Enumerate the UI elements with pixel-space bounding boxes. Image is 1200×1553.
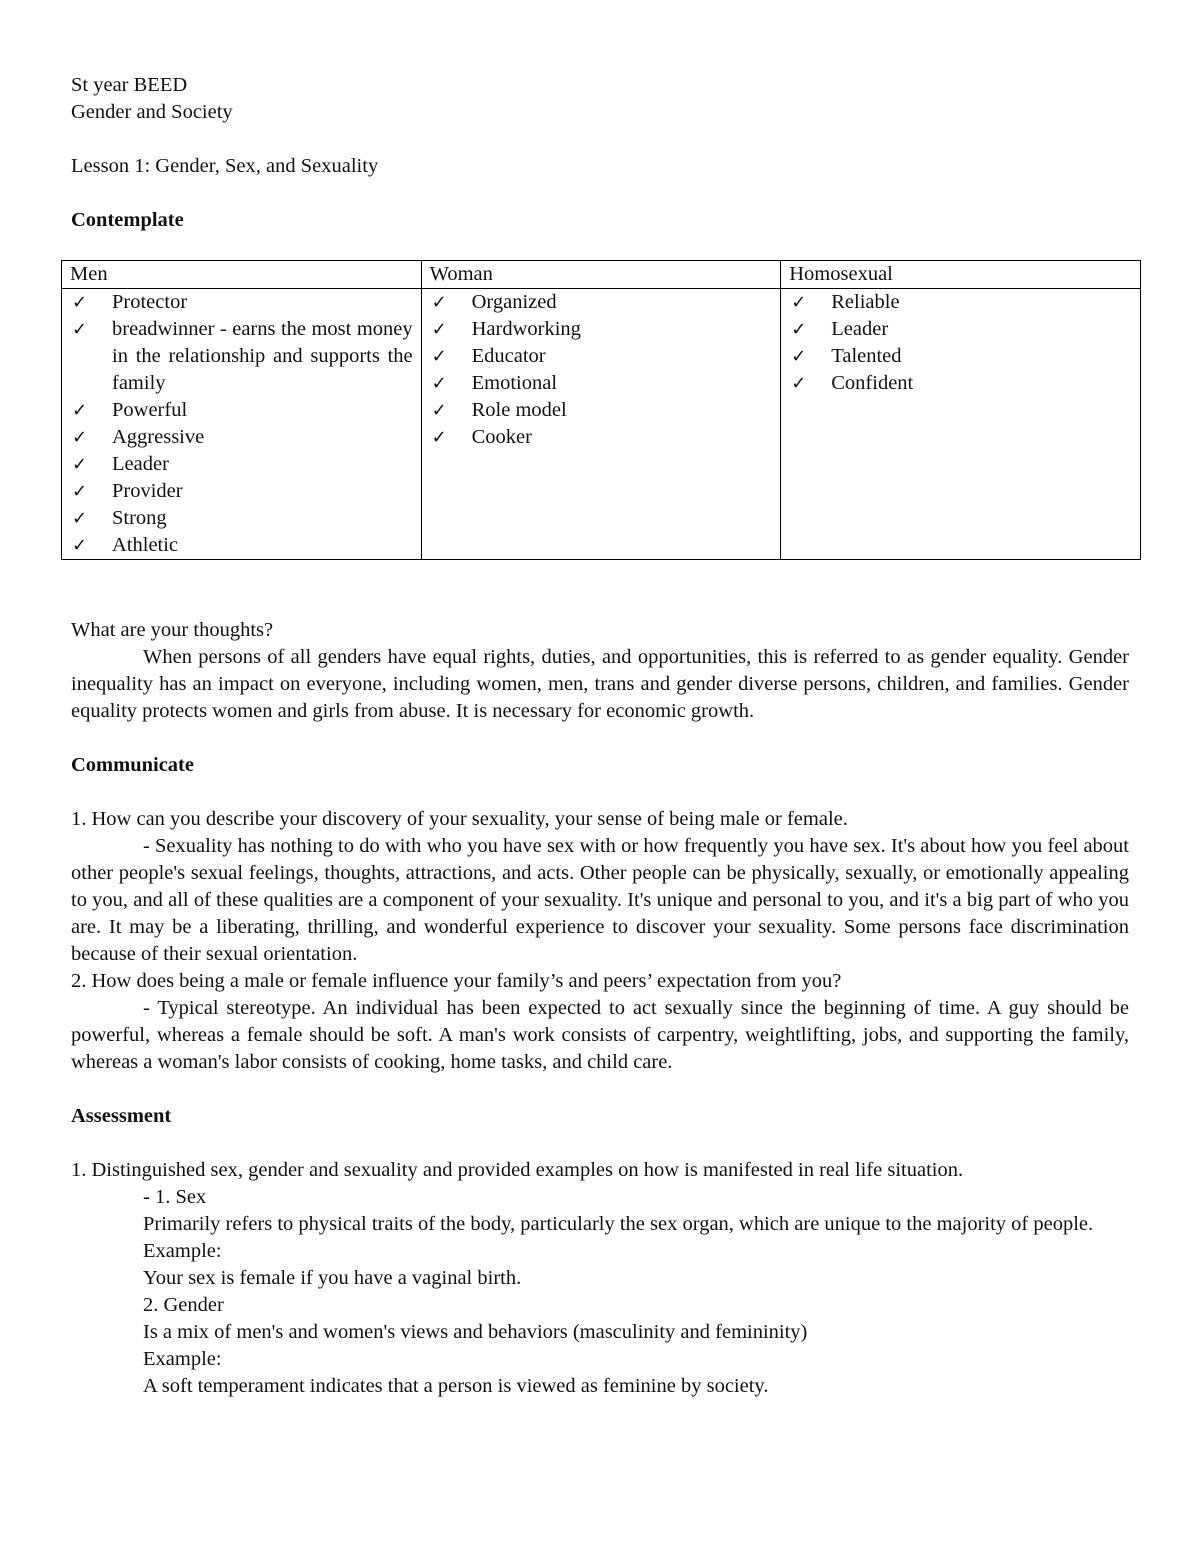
course-year: St year BEED [71,74,188,96]
traits-table [61,260,1141,560]
sex-label: - 1. Sex [143,1186,207,1208]
checkmark-icon: ✓ [72,319,88,340]
trait-label: Role model [471,399,567,421]
column-header-homosexual: Homosexual [781,261,1141,289]
trait-item [70,478,413,505]
woman-traits-list [430,289,773,451]
checkmark-icon: ✓ [72,481,88,502]
communicate-answer-2: - Typical stereotype. An individual has been expected to act sexually since the beginning of time. A guy should be powerful, whereas a female should be soft. A man's work consists of carpentry, weightlifting, jobs, and supporting the family, whereas a woman's labor consists of cooking, home tasks, and child care. [71,997,1129,1073]
checkmark-icon: ✓ [72,454,88,475]
trait-item [70,505,413,532]
communicate-answer-1: - Sexuality has nothing to do with who you have sex with or how frequently you have sex. It's about how you feel about other people's sexual feelings, thoughts, attractions, and acts. Other people can be physically, sexually, or emotionally appealing to you, and all of these qualities are a component of your sexuality. It's unique and personal to you, and it's a big part of who you are. It may be a liberating, thrilling, and wonderful experience to discover your sexuality. Some persons face discrimination because of their sexual orientation. [71,835,1129,965]
trait-item [430,289,773,316]
trait-item [70,289,413,316]
checkmark-icon: ✓ [72,292,88,313]
trait-item [789,370,1132,397]
checkmark-icon: ✓ [431,427,447,448]
thoughts-answer: When persons of all genders have equal rights, duties, and opportunities, this is referred to as gender equality. Gender inequality has an impact on everyone, including women, men, trans and gender diverse persons, children, and families. Gender equality protects women and girls from abuse. It is necessary for economic growth. [71,646,1129,722]
sex-example: Your sex is female if you have a vaginal birth. [143,1267,522,1289]
checkmark-icon: ✓ [72,535,88,556]
checkmark-icon: ✓ [72,400,88,421]
communicate-question-2: 2. How does being a male or female influence your family’s and peers’ expectation from you? [71,970,842,992]
trait-item [70,451,413,478]
gender-definition: Is a mix of men's and women's views and behaviors (masculinity and femininity) [143,1321,808,1343]
trait-item [789,316,1132,343]
checkmark-icon: ✓ [431,292,447,313]
checkmark-icon: ✓ [431,319,447,340]
column-header-woman: Woman [421,261,781,289]
contemplate-heading: Contemplate [71,209,184,231]
trait-item [430,343,773,370]
trait-item [70,316,413,397]
homosexual-traits-list [789,289,1132,397]
trait-label: Emotional [471,372,558,394]
assessment-question-1: 1. Distinguished sex, gender and sexuality and provided examples on how is manifested in real life situation. [71,1159,964,1181]
document-header [71,72,1129,234]
checkmark-icon: ✓ [431,373,447,394]
men-traits-cell [62,289,422,560]
trait-item [430,424,773,451]
checkmark-icon: ✓ [72,508,88,529]
checkmark-icon: ✓ [72,427,88,448]
trait-label: Strong [112,507,167,529]
trait-label: Provider [112,480,183,502]
trait-item [70,532,413,559]
assessment-answer [71,1184,1129,1400]
communicate-question-1: 1. How can you describe your discovery of your sexuality, your sense of being male or female. [71,808,848,830]
document-body [71,617,1129,1400]
trait-item [430,316,773,343]
trait-item [789,289,1132,316]
trait-item [430,397,773,424]
trait-label: Leader [112,453,169,475]
checkmark-icon: ✓ [791,346,807,367]
checkmark-icon: ✓ [791,373,807,394]
trait-item [70,397,413,424]
gender-label: 2. Gender [143,1294,224,1316]
assessment-heading: Assessment [71,1105,172,1127]
sex-example-label: Example: [143,1240,222,1262]
trait-label: Cooker [471,426,532,448]
homosexual-traits-cell [781,289,1141,560]
gender-example-label: Example: [143,1348,222,1370]
trait-item [70,424,413,451]
gender-example: A soft temperament indicates that a person is viewed as feminine by society. [143,1375,769,1397]
trait-item [430,370,773,397]
checkmark-icon: ✓ [791,319,807,340]
checkmark-icon: ✓ [431,400,447,421]
woman-traits-cell [421,289,781,560]
lesson-title: Lesson 1: Gender, Sex, and Sexuality [71,155,379,177]
trait-label: Organized [471,291,557,313]
checkmark-icon: ✓ [431,346,447,367]
checkmark-icon: ✓ [791,292,807,313]
men-traits-list [70,289,413,559]
column-header-men: Men [62,261,422,289]
trait-item [789,343,1132,370]
sex-definition: Primarily refers to physical traits of the body, particularly the sex organ, which are unique to the majority of people. [143,1213,1094,1235]
trait-label: Leader [831,318,889,340]
trait-label: Aggressive [112,426,205,448]
thoughts-question: What are your thoughts? [71,619,274,641]
trait-label: Talented [831,345,902,367]
trait-label: Protector [112,291,188,313]
communicate-heading: Communicate [71,754,194,776]
trait-label: Hardworking [471,318,581,340]
subject-title: Gender and Society [71,101,233,123]
trait-label: Reliable [831,291,900,313]
trait-label: Powerful [112,399,188,421]
trait-label: Athletic [112,534,179,556]
trait-label: breadwinner - earns the most money in the relationship and supports the family [112,318,413,394]
trait-label: Confident [831,372,914,394]
trait-label: Educator [471,345,546,367]
